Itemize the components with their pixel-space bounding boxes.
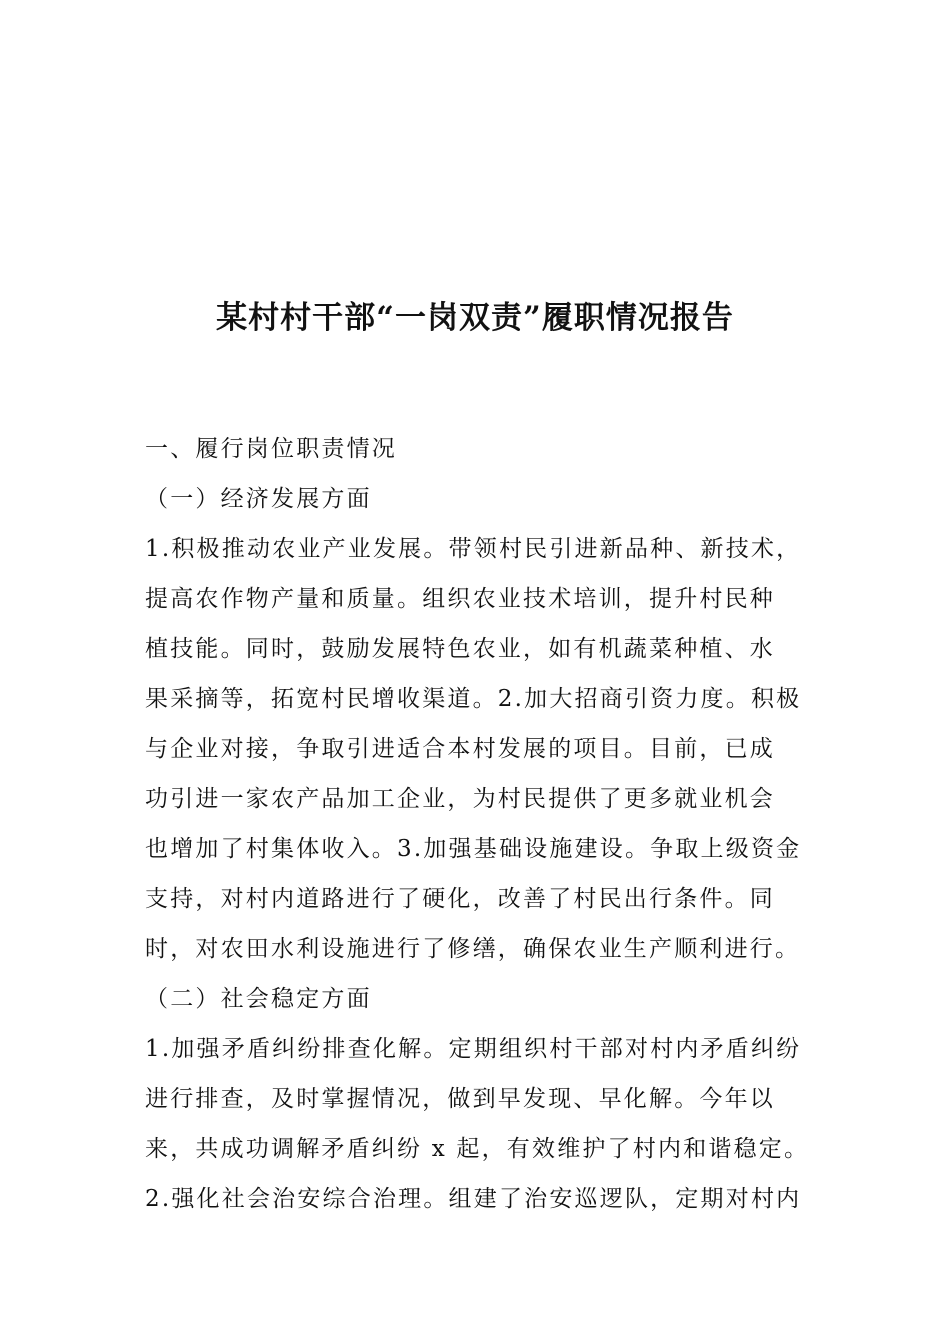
paragraph-line: 1.积极推动农业产业发展。带领村民引进新品种、新技术， [145, 536, 802, 562]
paragraph-line: 提高农作物产量和质量。组织农业技术培训，提升村民种 [145, 586, 775, 612]
subsection-heading-economy: （一）经济发展方面 [145, 486, 372, 512]
paragraph-line: 1.加强矛盾纠纷排查化解。定期组织村干部对村内矛盾纠纷 [145, 1036, 802, 1062]
paragraph-line: 支持，对村内道路进行了硬化，改善了村民出行条件。同 [145, 886, 775, 912]
section-heading-1: 一、履行岗位职责情况 [145, 436, 397, 462]
paragraph-line: 植技能。同时，鼓励发展特色农业，如有机蔬菜种植、水 [145, 636, 775, 662]
paragraph-line: 来，共成功调解矛盾纠纷 x 起，有效维护了村内和谐稳定。 [145, 1136, 810, 1162]
paragraph-line: 进行排查，及时掌握情况，做到早发现、早化解。今年以 [145, 1086, 775, 1112]
subsection-heading-stability: （二）社会稳定方面 [145, 986, 372, 1012]
paragraph-line: 与企业对接，争取引进适合本村发展的项目。目前，已成 [145, 736, 775, 762]
paragraph-line: 时，对农田水利设施进行了修缮，确保农业生产顺利进行。 [145, 936, 801, 962]
paragraph-line: 也增加了村集体收入。3.加强基础设施建设。争取上级资金 [145, 836, 802, 862]
document-title: 某村村干部“一岗双责”履职情况报告 [216, 300, 734, 336]
paragraph-line: 果采摘等，拓宽村民增收渠道。2.加大招商引资力度。积极 [145, 686, 802, 712]
paragraph-line: 2.强化社会治安综合治理。组建了治安巡逻队，定期对村内 [145, 1186, 802, 1212]
paragraph-line: 功引进一家农产品加工企业，为村民提供了更多就业机会 [145, 786, 775, 812]
document-body [145, 424, 815, 1224]
